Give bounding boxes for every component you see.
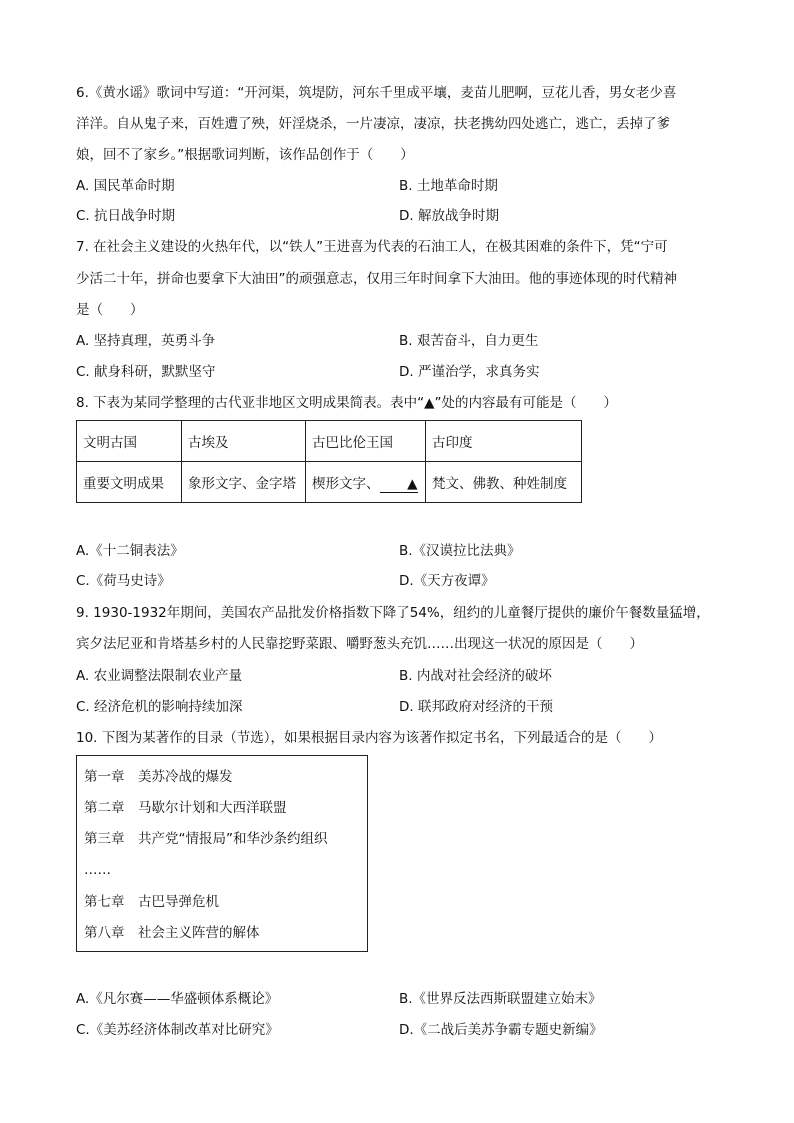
table-of-contents-box — [76, 755, 368, 952]
q9-option-d: D. 联邦政府对经济的干预 — [399, 699, 553, 715]
q10-line: 10. 下图为某著作的目录（节选），如果根据目录内容为该著作拟定书名，下列最适合的是（ ） — [76, 730, 663, 746]
q8-option-a: A.《十二铜表法》 — [76, 543, 184, 559]
q10-option-d: D.《二战后美苏争霸专题史新编》 — [399, 1022, 603, 1038]
toc-item: …… — [84, 862, 111, 878]
table-cell: 古印度 — [426, 421, 582, 462]
q6-line: 娘，回不了家乡。”根据歌词判断，该作品创作于（ ） — [76, 147, 414, 163]
q6-option-a: A. 国民革命时期 — [76, 178, 175, 194]
q6-line: 6.《黄水谣》歌词中写道：“开河渠，筑堤防，河东千里成平壤，麦苗儿肥啊，豆花儿香，男女老少喜 — [76, 85, 677, 101]
q7-option-d: D. 严谨治学，求真务实 — [399, 364, 540, 380]
q10-option-c: C.《美苏经济体制改革对比研究》 — [76, 1022, 279, 1038]
q6-option-b: B. 土地革命时期 — [399, 178, 498, 194]
q9-option-a: A. 农业调整法限制农业产量 — [76, 668, 243, 684]
q9-line: 宾夕法尼亚和肯塔基乡村的人民靠挖野菜跟、嚼野葱头充饥……出现这一状况的原因是（ ） — [76, 636, 643, 652]
table-cell: 文明古国 — [77, 421, 182, 462]
q8-option-b: B.《汉谟拉比法典》 — [399, 543, 521, 559]
table-cell: 古巴比伦王国 — [306, 421, 426, 462]
q6-option-c: C. 抗日战争时期 — [76, 208, 176, 224]
q7-line: 是（ ） — [76, 302, 144, 318]
q8-option-d: D.《天方夜谭》 — [399, 573, 495, 589]
q7-option-b: B. 艰苦奋斗，自力更生 — [399, 333, 539, 349]
q6-line: 洋洋。自从鬼子来，百姓遭了殃，奸淫烧杀，一片凄凉，凄凉，扶老携幼四处逃亡，逃亡，丢掉了爹 — [76, 116, 670, 132]
q9-option-b: B. 内战对社会经济的破坏 — [399, 668, 552, 684]
q7-line: 少活二十年，拼命也要拿下大油田”的顽强意志，仅用三年时间拿下大油田。他的事迹体现的时代精神 — [76, 271, 677, 287]
table-cell-text: 楔形文字、 — [312, 475, 380, 492]
toc-item: 第七章 古巴导弹危机 — [84, 894, 219, 910]
q7-option-a: A. 坚持真理，英勇斗争 — [76, 333, 216, 349]
toc-item: 第二章 马歇尔计划和大西洋联盟 — [84, 800, 287, 816]
q10-option-a: A.《凡尔赛——华盛顿体系概论》 — [76, 991, 279, 1007]
q8-line: 8. 下表为某同学整理的古代亚非地区文明成果简表。表中“▲”处的内容最有可能是（ ） — [76, 395, 618, 411]
q7-option-c: C. 献身科研，默默坚守 — [76, 364, 216, 380]
blank-triangle: ▲ — [380, 476, 418, 493]
q8-option-c: C.《荷马史诗》 — [76, 573, 171, 589]
toc-item: 第八章 社会主义阵营的解体 — [84, 925, 260, 941]
toc-item: 第三章 共产党“情报局”和华沙条约组织 — [84, 831, 328, 847]
q9-option-c: C. 经济危机的影响持续加深 — [76, 699, 243, 715]
civilization-table — [76, 420, 582, 503]
q10-option-b: B.《世界反法西斯联盟建立始末》 — [399, 991, 602, 1007]
toc-item: 第一章 美苏冷战的爆发 — [84, 769, 233, 785]
table-cell: 梵文、佛教、种姓制度 — [426, 462, 582, 503]
q9-line: 9. 1930-1932年期间，美国农产品批发价格指数下降了54%，纽约的儿童餐厅提供的廉价午餐数量猛增， — [76, 605, 710, 621]
table-cell: 古埃及 — [182, 421, 306, 462]
table-cell: 重要文明成果 — [77, 462, 182, 503]
table-cell — [306, 462, 426, 503]
q7-line: 7. 在社会主义建设的火热年代，以“铁人”王进喜为代表的石油工人，在极其困难的条件下，凭“宁可 — [76, 239, 668, 255]
table-cell: 象形文字、金字塔 — [182, 462, 306, 503]
q6-option-d: D. 解放战争时期 — [399, 208, 499, 224]
